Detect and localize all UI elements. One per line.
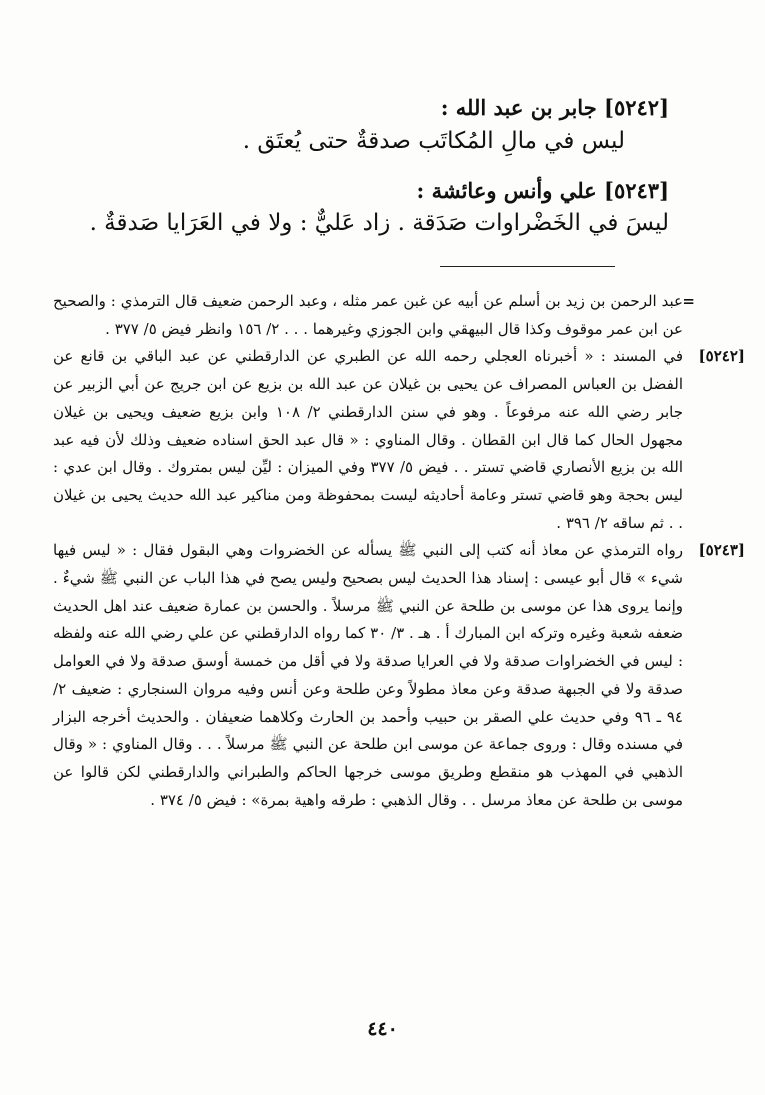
entry-narrator: جابر بن عبد الله : [440,95,597,120]
entry-heading [79,178,669,203]
footnote [53,537,745,814]
hadith-text: ليس في مالِ المُكاتَب صدقةٌ حتى يُعتَق . [242,128,625,154]
footnote-marker: [٥٢٤٣] [698,541,745,560]
footnote-text: عبد الرحمن بن زيد بن أسلم عن أبيه عن غبن عمر مثله ، وعبد الرحمن ضعيف قال الترمذي : والصحيح عن ابن عمر موقوف وكذا قال البيهقي وابن الجوزي وغيرهما . . . ٢/ ١٥٦ وانظر فيض ٥/ ٣٧٧ . [53,292,683,338]
page-number: ٤٤٠ [367,1018,398,1040]
entry-number: [٥٢٤٢] [604,95,669,120]
footnote-marker: [٥٢٤٢] [698,347,745,366]
hadith-text: ليسَ في الخَضْراوات صَدَقة . زاد عَليٌّ : ولا في العَرَايا صَدقةٌ . [89,210,669,236]
footnote-text: في المسند : « أخبرناه العجلي رحمه الله عن الطبري عن الدارقطني عن عبد الباقي بن قانع عن الفضل بن العباس المصراف عن يحيى بن غيلان عن عبد الله بن بزيع عن ابن جريج عن أبي الزبير عن جابر رضي الله عنه مرفوعاً . وهو في سنن الدارقطني ٢/ ١٠٨ وابن بزيع ضعيف ويحيى بن غيلان مجهول الحال كما قال ابن القطان . وقال المناوي : « قال عبد الحق اسناده ضعيف وذلك لأن فيه عبد الله بن بزيع الأنصاري قاضي تستر . . فيض ٥/ ٣٧٧ وفي الميزان : ليِّن ليس بمتروك . وقال ابن عدي : ليس بحجة وهو قاضي تستر وعامة أحاديثه ليست بمحفوظة ومن مناكير عبد الله حديث يحيى بن غيلان . . ثم ساقه ٢/ ٣٩٦ . [53,347,684,532]
footnote [53,343,745,537]
entry-number: [٥٢٤٣] [604,178,669,203]
entry-heading [79,95,669,120]
footnote-marker: = [682,292,695,310]
footnote [53,288,695,343]
entry-narrator: علي وأنس وعائشة : [416,178,597,203]
footnotes [53,288,745,814]
footnote-text: رواه الترمذي عن معاذ أنه كتب إلى النبي ﷺ يسأله عن الخضروات وهي البقول فقال : « ليس فيها شيء » قال أبو عيسى : إسناد هذا الحديث ليس بصحيح وليس يصح في هذا الباب عن النبي ﷺ شيءٌ . وإنما يروى هذا عن موسى بن طلحة عن النبي ﷺ مرسلاً . والحسن بن عمارة ضعيف عند اهل الحديث ضعفه شعبة وغيره وتركه ابن المبارك أ . هـ . ٣/ ٣٠ كما رواه الدارقطني عن علي رضي الله عنه ولفظه : ليس في الخضراوات صدقة ولا في العرايا صدقة ولا في أقل من خمسة أوسق صدقة ولا في العوامل صدقة ولا في الجبهة صدقة وعن معاذ مطولاً وعن طلحة وعن أنس وفيه مروان السنجاري : ضعيف ٢/ ٩٤ ـ ٩٦ وفي حديث علي الصقر بن حبيب وأحمد بن الحارث وكلاهما ضعيفان . والحديث أخرجه البزار في مسنده وقال : وروى جماعة عن موسى ابن طلحة عن النبي ﷺ مرسلاً . . . وقال المناوي : « وقال الذهبي في المهذب هو منقطع وطريق موسى خرجها الحاكم والطبراني والدارقطني لكن قالوا عن موسى بن طلحة عن معاذ مرسل . . وقال الذهبي : طرقه واهية بمرة» : فيض ٥/ ٣٧٤ . [53,541,683,809]
footnote-separator [440,266,615,267]
